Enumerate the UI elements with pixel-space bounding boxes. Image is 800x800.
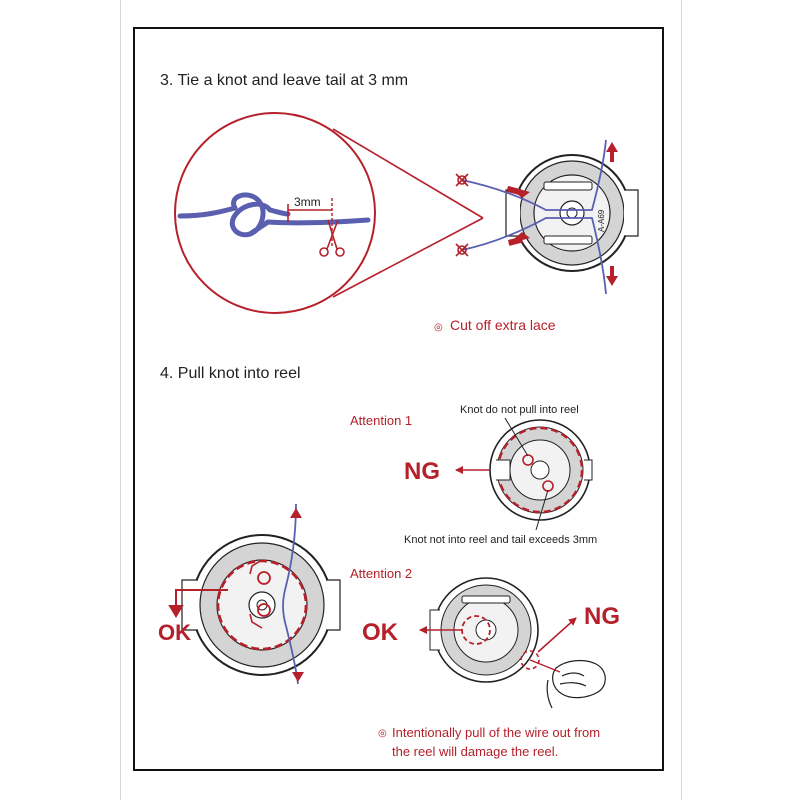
attention2-ok: OK [362,619,398,646]
step3-heading: 3. Tie a knot and leave tail at 3 mm [160,72,409,89]
reel-icon [506,155,638,271]
attention2-ng: NG [584,603,620,630]
attention1-caption-top: Knot do not pull into reel [460,404,579,416]
ok-reel-icon [182,535,340,675]
attention2-ng-arrow [538,618,576,652]
attention2-label: Attention 2 [350,566,413,581]
attention1-ng: NG [404,458,440,485]
attention2-note-line1: Intentionally pull of the wire out from [392,725,601,740]
attention1-label: Attention 1 [350,413,413,428]
reel-marking: A-A69 [597,209,606,232]
pulled-wire [530,660,560,672]
hand-icon [547,661,605,708]
attention2-note-bullet: ◎ [378,728,387,739]
attention1-reel-icon [490,420,592,520]
lace-knot-marks [456,174,468,256]
attention1-caption-bottom: Knot not into reel and tail exceeds 3mm [404,534,598,546]
dimension-label: 3mm [294,195,321,209]
step3-note-bullet: ◎ [434,322,443,333]
step3-note: Cut off extra lace [450,317,556,333]
step4-heading: 4. Pull knot into reel [160,365,301,382]
attention2-note-line2: the reel will damage the reel. [392,744,559,759]
ok-reel-label: OK [158,620,191,645]
